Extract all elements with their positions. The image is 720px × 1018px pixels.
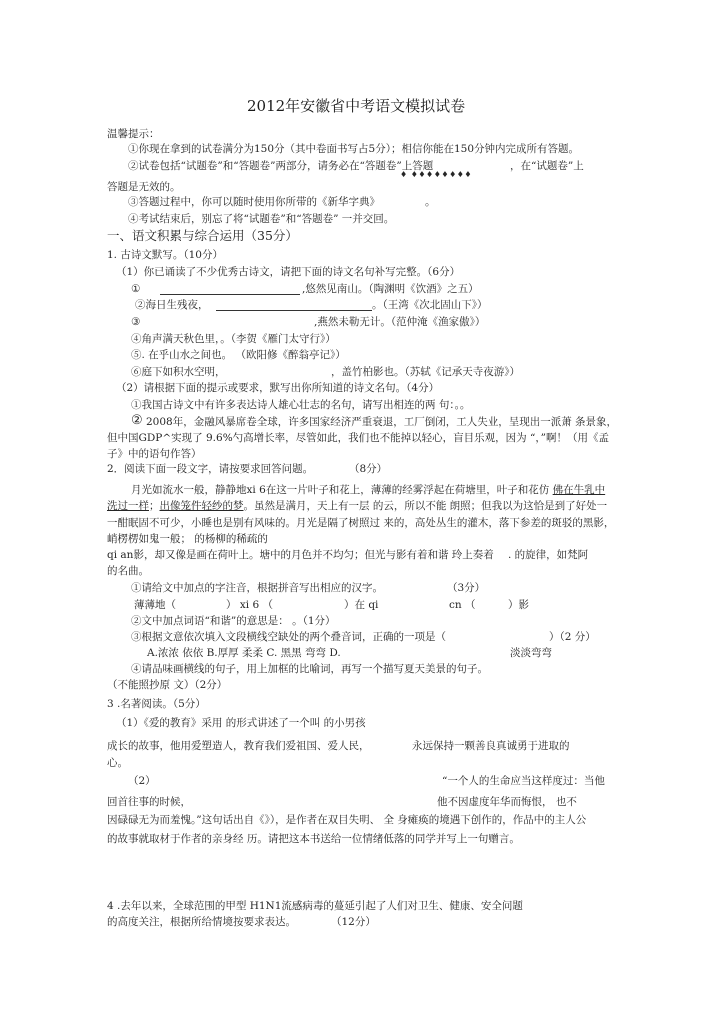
q1-part2-line1: ①我国古诗文中有许多表达诗人雄心壮志的名句，请写出相连的两 句：。。	[131, 399, 471, 411]
tips-heading: 温馨提示：	[107, 128, 160, 140]
underlined-sentence: 佛在牛乳中	[552, 484, 606, 496]
pinyin-blank-1: 薄薄地（	[134, 599, 176, 611]
q2-sub3-options: A.浓浓 依依 B.厚厚 柔柔 C. 黑黑 弯弯 D.	[147, 647, 341, 659]
q1-heading: 1. 古诗文默写。（10分）	[107, 249, 223, 261]
q1-line2-end: 。（王湾《次北固山下》）	[372, 299, 488, 311]
q1-part2-num: ②	[131, 413, 143, 428]
q2-sub4-note: （不能照抄原 文）（2分）	[107, 679, 228, 691]
q1-line5: ⑤. 在乎山水之间也。 （欧阳修《醉翁亭记》）	[131, 349, 346, 361]
q2-sub4: ④请品味画横线的句子，用上加框的比喻词，再写一个描写夏天美景的句子。	[131, 663, 488, 675]
passage-line4: 峭楞楞如鬼一般； 的杨柳的稀疏的	[107, 533, 268, 545]
passage-line3: 一酣眠固不可少，小睡也是别有风味的。月光是隔了树照过 来的，高处丛生的灌木，落下参差的斑驳的黑影，	[107, 517, 615, 529]
underlined-sentence: 出像笼件轻纱的梦	[159, 500, 244, 512]
tip-2-end: 答题是无效的。	[107, 181, 181, 193]
tip-3-end: 。	[425, 196, 436, 208]
q1-line6: ⑥庭下如积水空明，	[131, 366, 226, 378]
passage-line1	[131, 483, 605, 497]
q1-part1: （1）你已诵读了不少优秀古诗文，请把下面的诗文名句补写完整。（6分）	[116, 266, 461, 278]
passage-line6: 的名曲。	[107, 565, 149, 577]
underlined-sentence: 洗过一样	[107, 500, 149, 512]
q3-part2-line2-end: 他不因虚度年华而悔恨， 也不	[437, 796, 577, 808]
passage-text: ；	[149, 500, 160, 512]
q4-score: （12分）	[331, 916, 376, 928]
q1-line1-num: ①	[131, 283, 141, 295]
q3-part2-line4: 的故事就取材于作者的亲身经 历。请把这本书送给一位情绪低落的同学并写上一句赠言。	[107, 833, 520, 845]
q3-part1-line2-end: 永远保持一颗善良真诚勇于进取的	[412, 740, 570, 752]
q1-line6-end: ，盖竹柏影也。（苏轼《记承天寺夜游》）	[331, 366, 520, 378]
q3-part1-line2: 成长的故事，他用爱塑造人，教育我们爱祖国、爱人民，	[107, 740, 370, 752]
answer-blank[interactable]	[216, 299, 372, 311]
q3-part2-quote: “一个人的生命应当这样度过：当他	[442, 775, 605, 787]
q1-line1: ,悠然见南山。（陶渊明《饮酒》之五）	[302, 283, 479, 295]
tip-4: ④考试结束后，别忘了将“试题卷”和“答题卷” 一并交回。	[128, 213, 395, 225]
q2-heading: 2．阅读下面一段文字，请按要求回答问题。	[107, 463, 314, 475]
q3-part1-line3: 心。	[107, 757, 128, 769]
q3-heading: 3 .名著阅读。（5分）	[107, 698, 206, 710]
q3-part1: （1）《爱的教育》采用 的形式讲述了一个叫 的小男孩	[116, 717, 366, 729]
q1-part2: （2）请根据下面的提示或要求，默写出你所知道的诗文名句。（4分）	[116, 382, 440, 394]
emphasis-dots: ♦ ♦♦♦♦♦♦♦♦	[400, 170, 473, 179]
q3-part2: （2）	[128, 775, 156, 787]
q2-sub2: ②文中加点词语“和谐”的意思是： 。（1分）	[131, 615, 336, 627]
pinyin-blank-5: ）影	[508, 599, 529, 611]
tip-2: ②试卷包括“试题卷”和“答题卷”两部分，请务必在“答题卷”上答题	[128, 160, 434, 172]
q2-sub3-option-d: 淡淡弯弯	[510, 647, 552, 659]
page-title: 2012年安徽省中考语文模拟试卷	[247, 97, 466, 115]
q1-line3: ,燕然未勒无计。（范仲淹《渔家傲》）	[314, 316, 486, 328]
passage-text: 月光如流水一般，静静地xi 6在这一片叶子和花上，薄薄的经雾浮起在荷塘里，叶子和花仿	[131, 484, 553, 496]
pinyin-blank-4: cn （	[449, 599, 476, 611]
q2-sub3: ③根据文意依次填入文段横线空缺处的两个叠音词，正确的一项是（	[131, 631, 446, 643]
q1-line3-num: ③	[131, 316, 141, 328]
tip-2-cont: ，在“试题卷”上	[510, 160, 584, 172]
passage-line5: qi an影，却又像是画在荷叶上。塘中的月色并不均匀；但光与影有着和谐 玲上奏着	[107, 549, 494, 561]
section-1-heading: 一、语文积累与综合运用（35分）	[107, 228, 298, 243]
q4-line2: 的高度关注，根据所给情境按要求表达。	[107, 916, 296, 928]
pinyin-blank-3: ）在 qi	[344, 599, 379, 611]
q2-score: （8分）	[349, 463, 388, 475]
q1-line2: ②海日生残夜，	[135, 299, 209, 311]
passage-text: 。虽然是满月，天上有一层 的云，所以不能 朗照；但我以为这恰是到了好处一	[243, 500, 608, 512]
pinyin-blank-2: ） xi 6 （	[226, 599, 273, 611]
q3-part2-line2: 回首往事的时候，	[107, 796, 191, 808]
q1-part2-line2: 2008年，金融风暴席卷全球，许多国家经济严重衰退，工厂倒闭，工人失业，呈现出一派萧 条景象，	[146, 416, 618, 428]
passage-line5-end: . 的旋律，如梵阿	[508, 549, 589, 561]
q4-line1: 4 .去年以来，全球范围的甲型 H1N1流感病毒的蔓延引起了人们对卫生、健康、安全问题	[107, 900, 523, 912]
q2-sub3-score: ）（2 分）	[549, 631, 596, 643]
tip-3: ③答题过程中，你可以随时使用你所带的《新华字典》	[128, 196, 380, 208]
q1-line4: ④角声满天秋色里，。（李贺《雁门太守行》）	[131, 333, 336, 345]
q1-part2-line3: 但中国GDP^实现了 9.6%勺高增长率，尽管如此，我们也不能掉以轻心，盲目乐观，因为 “，”啊！（用《孟	[107, 432, 610, 444]
q2-sub1: ①请给文中加点的字注音，根据拼音写出相应的汉字。	[131, 582, 383, 594]
q3-part2-line3: 因碌碌无为而羞愧。”这句话出自《》），是作者在双目失明、 全 身瘫痪的境遇下创作的，作品中的主人公	[107, 814, 587, 826]
q1-part2-line4: 子》中的语句作答）	[107, 448, 202, 460]
answer-blank[interactable]	[160, 283, 300, 295]
tip-1: ①你现在拿到的试卷满分为150分（其中卷面书写占5分）；相信你能在150分钟内完成所有答题。	[128, 143, 580, 155]
q2-sub1-score: （3分）	[447, 582, 486, 594]
passage-line2	[107, 499, 607, 513]
